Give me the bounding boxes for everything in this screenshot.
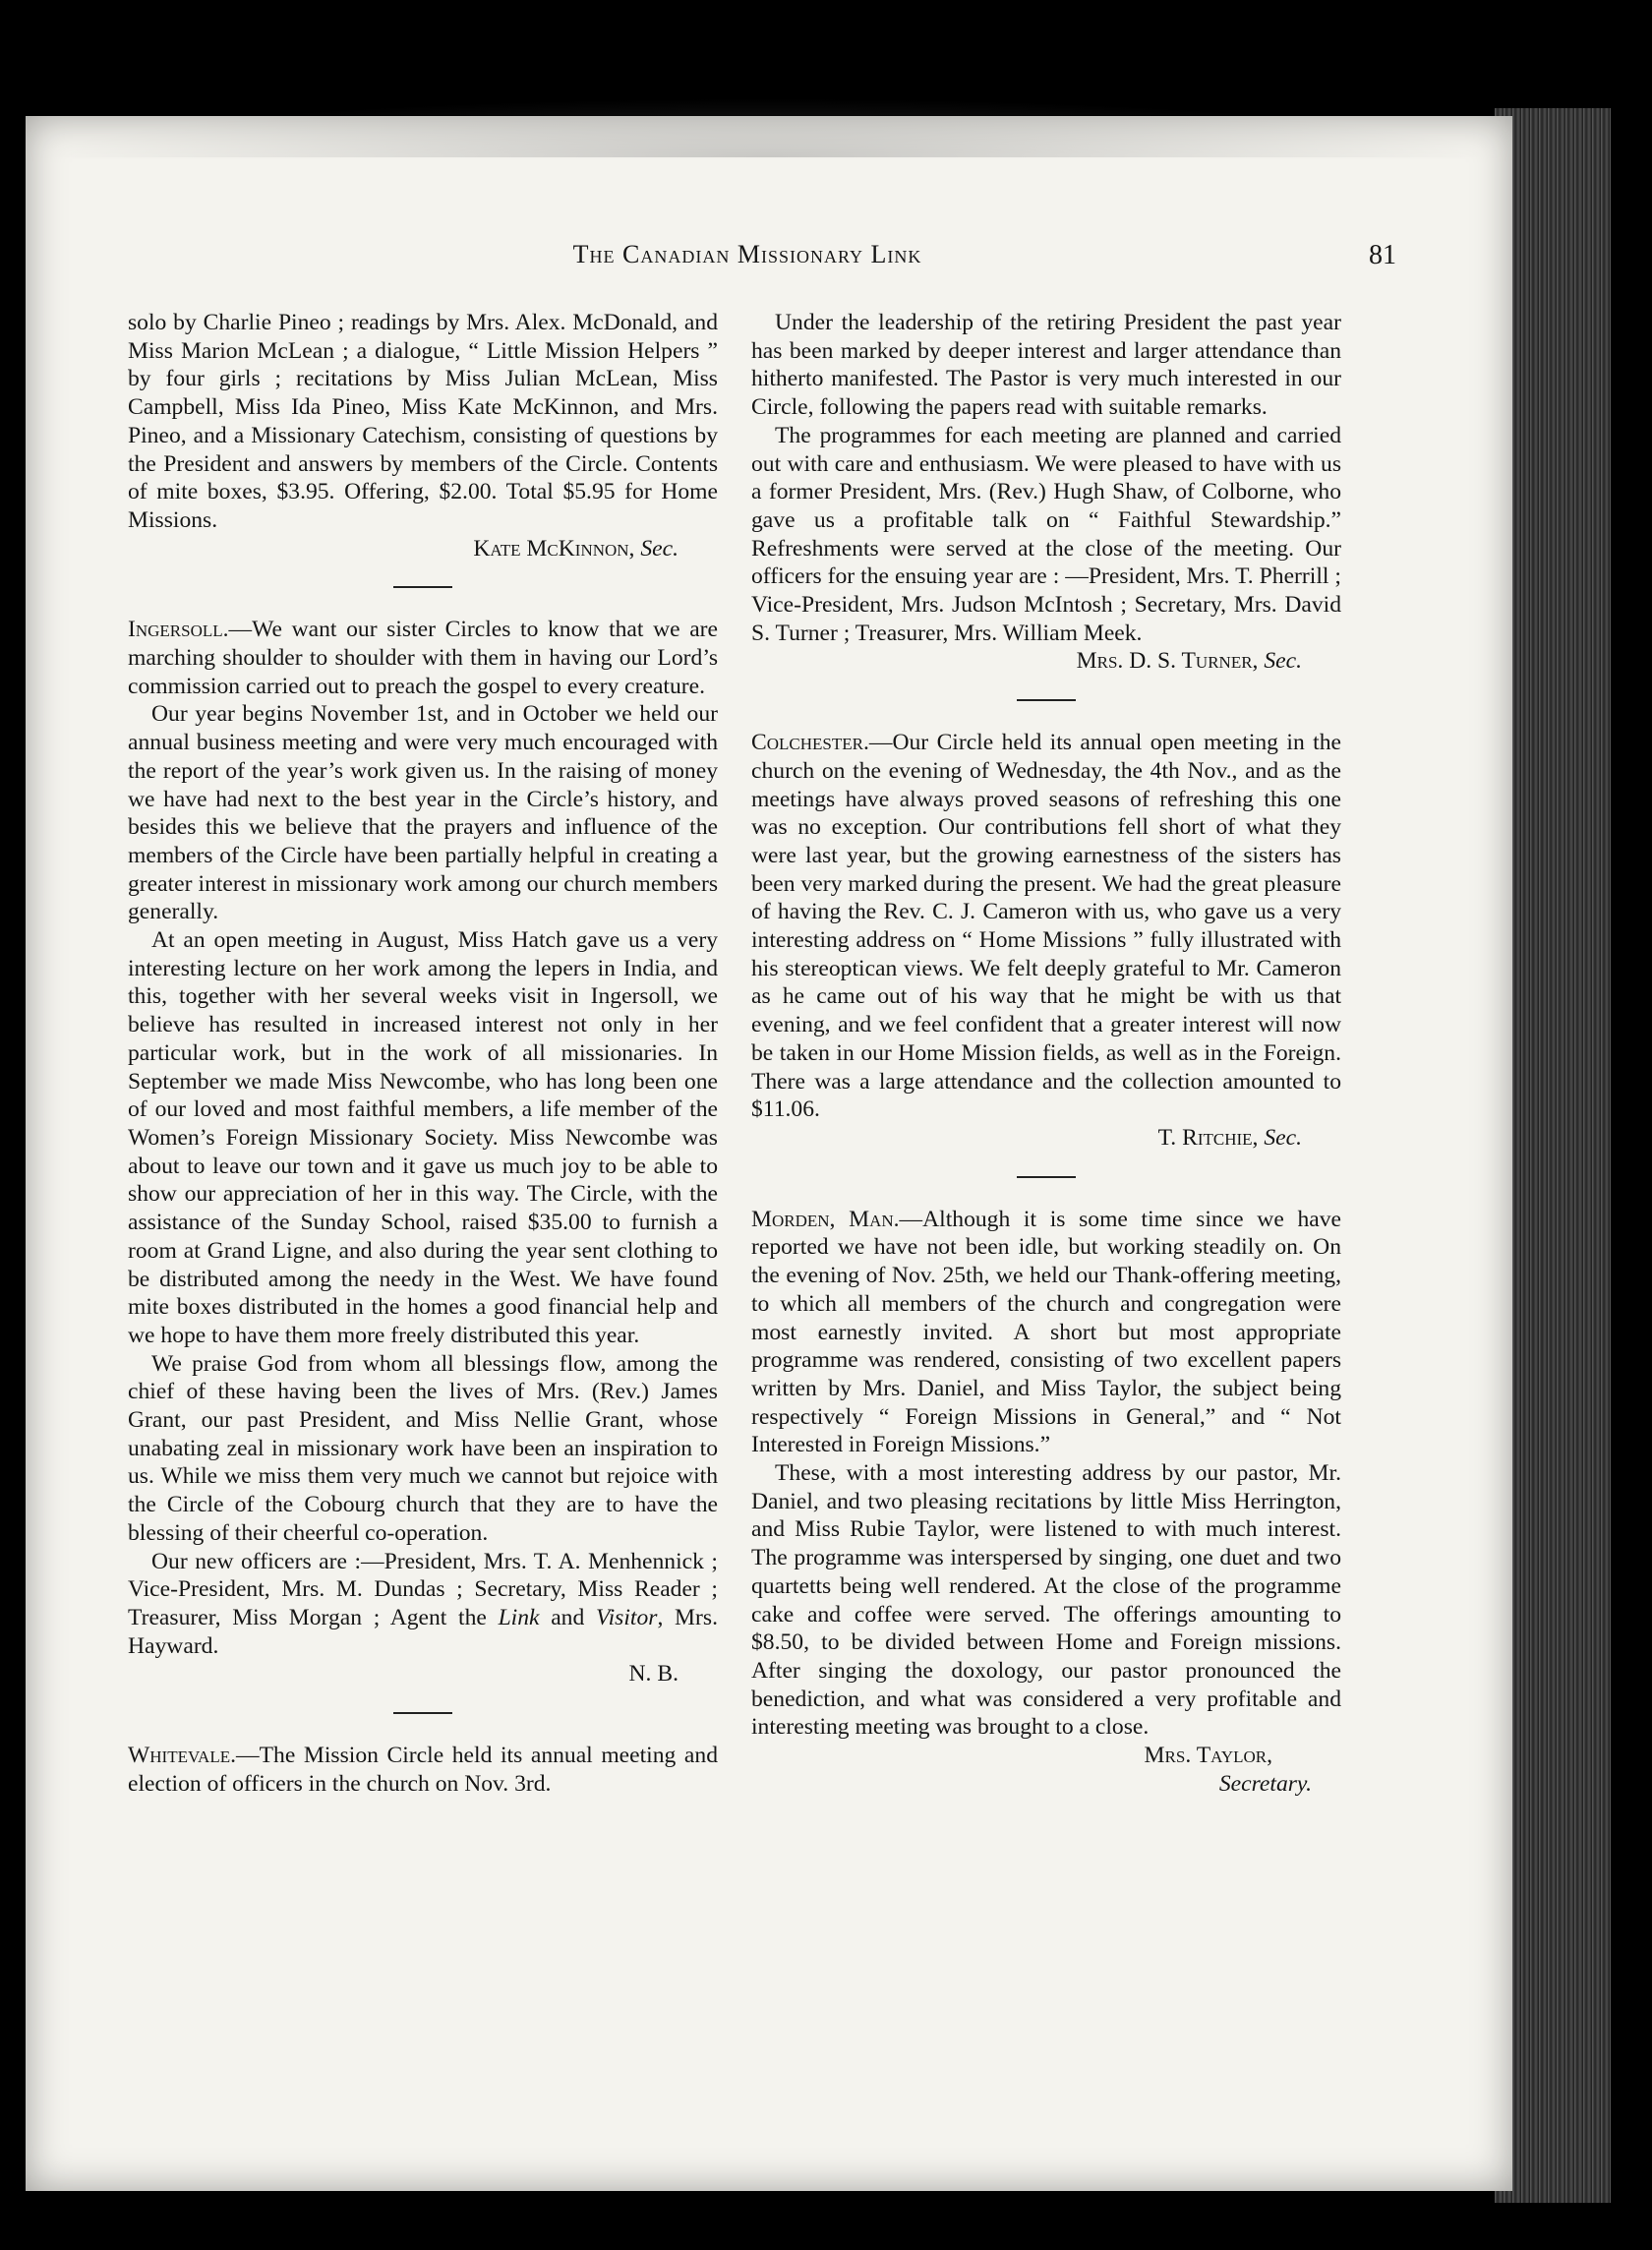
signature-name: Mrs. Taylor, (1144, 1743, 1272, 1769)
paragraph: These, with a most interesting address by our pastor, Mr. Daniel, and two pleasing recitations by little Miss Herrington, and Miss Rubie Taylor, were listened to with much interest. The programme was interspersed by singing, one duet and two quartetts being well rendered. At the close of the programme cake and coffee were served. The offerings amounting to $8.50, to be divided between Home and Foreign missions. After singing the doxology, our pastor pronounced the benediction, and what was considered a very profitable and interesting meeting was brought to a close. (751, 1460, 1341, 1741)
paragraph (128, 1548, 718, 1661)
signature-name: Mrs. D. S. Turner, (1076, 648, 1259, 675)
running-title: The Canadian Missionary Link (572, 240, 922, 268)
signature-title: Sec. (1264, 1124, 1302, 1151)
paragraph: Our year begins November 1st, and in October we held our annual business meeting and were very much encouraged with the report of the year’s work given us. In the raising of money we have had next to the best year in the Circle’s history, and besides this we believe that the prayers and influence of the members of the Circle have been partially helpful in creating a greater interest in missionary work among our church members generally. (128, 701, 718, 925)
signature (751, 1124, 1341, 1153)
signature-title: Sec. (1264, 648, 1302, 675)
section-heading: Morden, Man. (751, 1206, 900, 1232)
paragraph: We praise God from whom all blessings flow, among the chief of these having been the lives of Mrs. (Rev.) James Grant, our past President, and Miss Nellie Grant, whose unabating zeal in missionary work have been an inspiration to us. While we miss them very much we cannot but rejoice with the Circle of the Cobourg church that they are to have the blessing of their cheerful co-operation. (128, 1350, 718, 1546)
paragraph: The programmes for each meeting are planned and carried out with care and enthusiasm. We were pleased to have with us a former President, Mrs. (Rev.) Hugh Shaw, of Colborne, who gave us a profitable talk on “ Faithful Stewardship.” Refreshments were served at the close of the meeting. Our officers for the ensuing year are : —President, Mrs. T. Pherrill ; Vice-President, Mrs. Judson McIntosh ; Secretary, Mrs. David S. Turner ; Treasurer, Mrs. William Meek. (751, 422, 1341, 646)
page-number: 81 (1369, 240, 1396, 270)
paragraph (128, 616, 718, 700)
paragraph-text: and (539, 1604, 596, 1630)
section-heading: Whitevale. (128, 1743, 237, 1769)
paragraph: At an open meeting in August, Miss Hatch gave us a very interesting lecture on her work among the lepers in India, and this, together with her several weeks visit in Ingersoll, we believe has resulted in increased interest not only in her particular work, but in the work of all missionaries. In September we made Miss Newcombe, who has long been one of our loved and most faithful members, a life member of the Women’s Foreign Missionary Society. Miss Newcombe was about to leave our town and it gave us much joy to be able to show our appreciation of her in this way. The Circle, with the assistance of the Sunday School, raised $35.00 to furnish a room at Grand Ligne, and also during the year sent clothing to be distributed among the needy in the West. We have found mite boxes distributed in the homes a good financial help and we hope to have them more freely distributed this year. (128, 927, 718, 1348)
right-column (751, 309, 1341, 1798)
paragraph (751, 1206, 1341, 1459)
left-column (128, 309, 718, 1798)
paragraph-text: —We want our sister Circles to know that we are marching shoulder to shoulder with them in having our Lord’s commission carried out to preach the gospel to every creature. (128, 617, 718, 699)
section-heading: Ingersoll. (128, 617, 229, 643)
paragraph: solo by Charlie Pineo ; readings by Mrs. Alex. McDonald, and Miss Marion McLean ; a dialogue, “ Little Mission Helpers ” by four girls ; recitations by Miss Julian McLean, Miss Campbell, Miss Ida Pineo, Miss Kate McKinnon, and Mrs. Pineo, and a Missionary Catechism, consisting of questions by the President and answers by members of the Circle. Contents of mite boxes, $3.95. Offering, $2.00. Total $5.95 for Home Missions. (128, 310, 718, 533)
paragraph-text: —The Mission Circle held its annual meeting and election of officers in the church on Nov. 3rd. (128, 1743, 718, 1797)
publication-name: Link (498, 1604, 540, 1630)
signature-name: Kate McKinnon, (473, 535, 635, 562)
signature-name: T. Ritchie, (1157, 1124, 1259, 1151)
signature: N. B. (628, 1661, 678, 1688)
paragraph-text: —Although it is some time since we have reported we have not been idle, but working steadily on. On the evening of Nov. 25th, we held our Thank-offering meeting, to which all members of the church and congregation were most earnestly invited. A short but most appropriate programme was rendered, consisting of two excellent papers written by Mrs. Daniel, and Miss Taylor, the subject being respectively “ Foreign Missions in General,” and “ Not Interested in Foreign Missions.” (751, 1206, 1341, 1458)
paragraph-text: Our new officers are :—President, Mrs. T. A. Menhennick ; Vice-President, Mrs. M. Dundas ; Secretary, Miss Reader ; Treasurer, Miss Morgan ; Agent the (128, 1548, 718, 1630)
signature-title: Secretary. (1218, 1770, 1312, 1797)
signature-title: Sec. (640, 535, 678, 562)
signature (751, 647, 1341, 676)
paragraph-text: —Our Circle held its annual open meeting in the church on the evening of Wednesday, the 4th Nov., and as the meetings have always proved seasons of refreshing this one was no exception. Our contributions fell short of what they were last year, but the growing earnestness of the sisters has been very marked during the present. We had the great pleasure of having the Rev. C. J. Cameron with us, who gave us a very interesting address on “ Home Missions ” fully illustrated with his stereoptican views. We felt deeply grateful to Mr. Cameron as he came out of his way that he might be with us that evening, and we feel confident that a greater interest will now be taken in our Home Mission fields, as well as in the Foreign. There was a large attendance and the collection amounted to $11.06. (751, 730, 1341, 1123)
paragraph (128, 1742, 718, 1798)
section-divider (1017, 699, 1076, 701)
paragraph (751, 729, 1341, 1124)
scan-smudge (39, 98, 1495, 157)
page-header (98, 240, 1396, 279)
paragraph: Under the leadership of the retiring President the past year has been marked by deeper interest and larger attendance than hitherto manifested. The Pastor is very much interested in our Circle, following the papers read with suitable remarks. (751, 310, 1341, 421)
section-divider (1017, 1176, 1076, 1178)
paragraph-text: , Mrs. Hayward. (128, 1604, 718, 1659)
section-heading: Colchester. (751, 730, 869, 756)
section-divider (393, 586, 452, 588)
publication-name: Visitor (595, 1604, 658, 1630)
section-divider (393, 1712, 452, 1714)
signature (128, 535, 718, 563)
